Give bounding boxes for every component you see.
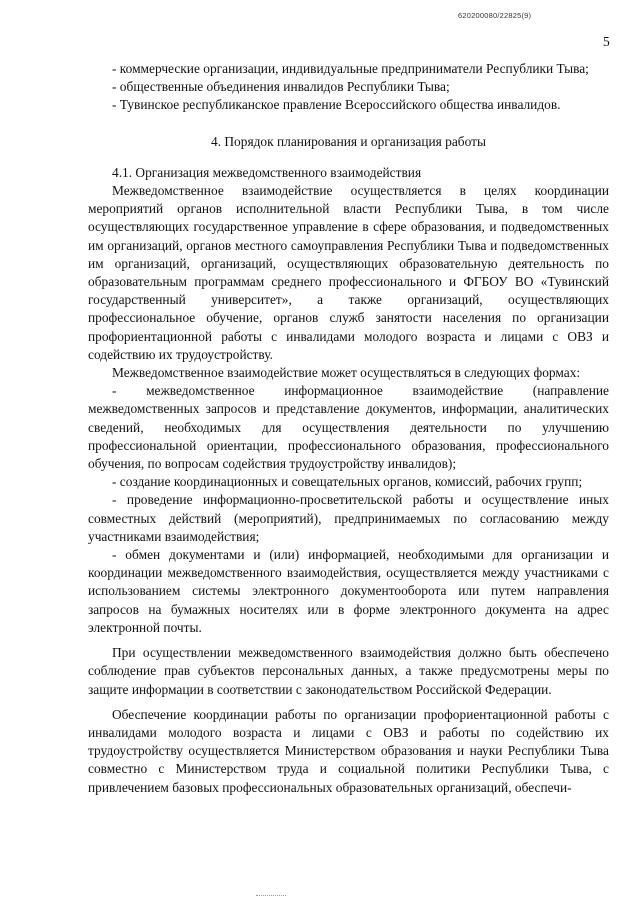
- document-id: 620200080/22825(9): [458, 11, 532, 20]
- list-item: - Тувинское республиканское правление Всероссийского общества инвалидов.: [112, 97, 561, 113]
- subsection-heading: 4.1. Организация межведомственного взаимодействия: [112, 164, 422, 180]
- paragraph: Обеспечение координации работы по организации профориентационной работы с инвалидами молодого возраста и лицами с ОВЗ и работы по содействию их трудоустройству осуществляется Министерством образования и науки Республики Тыва совместно с Министерством труда и социальной политики Республики Тыва, с привлечением базовых профессиональных образовательных организаций, обеспечи-: [88, 706, 609, 795]
- page-number: 5: [603, 34, 610, 49]
- form-list-item: - создание координационных и совещательных органов, комиссий, рабочих групп;: [112, 474, 583, 490]
- form-list-item: - межведомственное информационное взаимодействие (направление межведомственных запросов и представление документов, информации, аналитических сведений, необходимых для осуществления деятельности по улучшению профессиональной ориентации, профессионального образования, профессионального обучения, по вопросам содействия трудоустройству инвалидов);: [88, 383, 609, 472]
- section-heading: 4. Порядок планирования и организация работы: [211, 133, 486, 149]
- list-item: - коммерческие организации, индивидуальные предприниматели Республики Тыва;: [112, 61, 589, 76]
- document-body: [88, 60, 609, 797]
- paragraph: Межведомственное взаимодействие может осуществляться в следующих формах:: [112, 365, 581, 381]
- form-list-item: - обмен документами и (или) информацией, необходимыми для организации и координации межведомственного взаимодействия, осуществляется между участниками с использованием системы электронного документооборота или путем направления запросов на бумажных носителях или в форме электронного документа на адрес электронной почты.: [88, 547, 609, 635]
- form-list-item: - проведение информационно-просветительской работы и осуществление иных совместных действий (мероприятий), предпринимаемых по согласованию между участниками взаимодействия;: [88, 492, 609, 544]
- list-item: - общественные объединения инвалидов Республики Тыва;: [112, 79, 450, 95]
- paragraph: Межведомственное взаимодействие осуществляется в целях координации мероприятий органов исполнительной власти Республики Тыва, в том числе осуществляющих государственное управление в сфере образования, и подведомственных им организаций, органов местного самоуправления Республики Тыва и подведомственных им организаций, организаций, осуществляющих образовательную деятельность по образовательным программам среднего профессионального и ФГБОУ ВО «Тувинский государственный университет», а также организаций, осуществляющих профессиональное обучение, органов служб занятости населения по организации профориентационной работы с инвалидами молодого возраста и лицами с ОВЗ и содействию их трудоустройству.: [88, 183, 609, 362]
- scan-artifact: [256, 895, 286, 902]
- paragraph: При осуществлении межведомственного взаимодействия должно быть обеспечено соблюдение прав субъектов персональных данных, а также предусмотрены меры по защите информации в соответствии с законодательством Российской Федерации.: [88, 645, 609, 697]
